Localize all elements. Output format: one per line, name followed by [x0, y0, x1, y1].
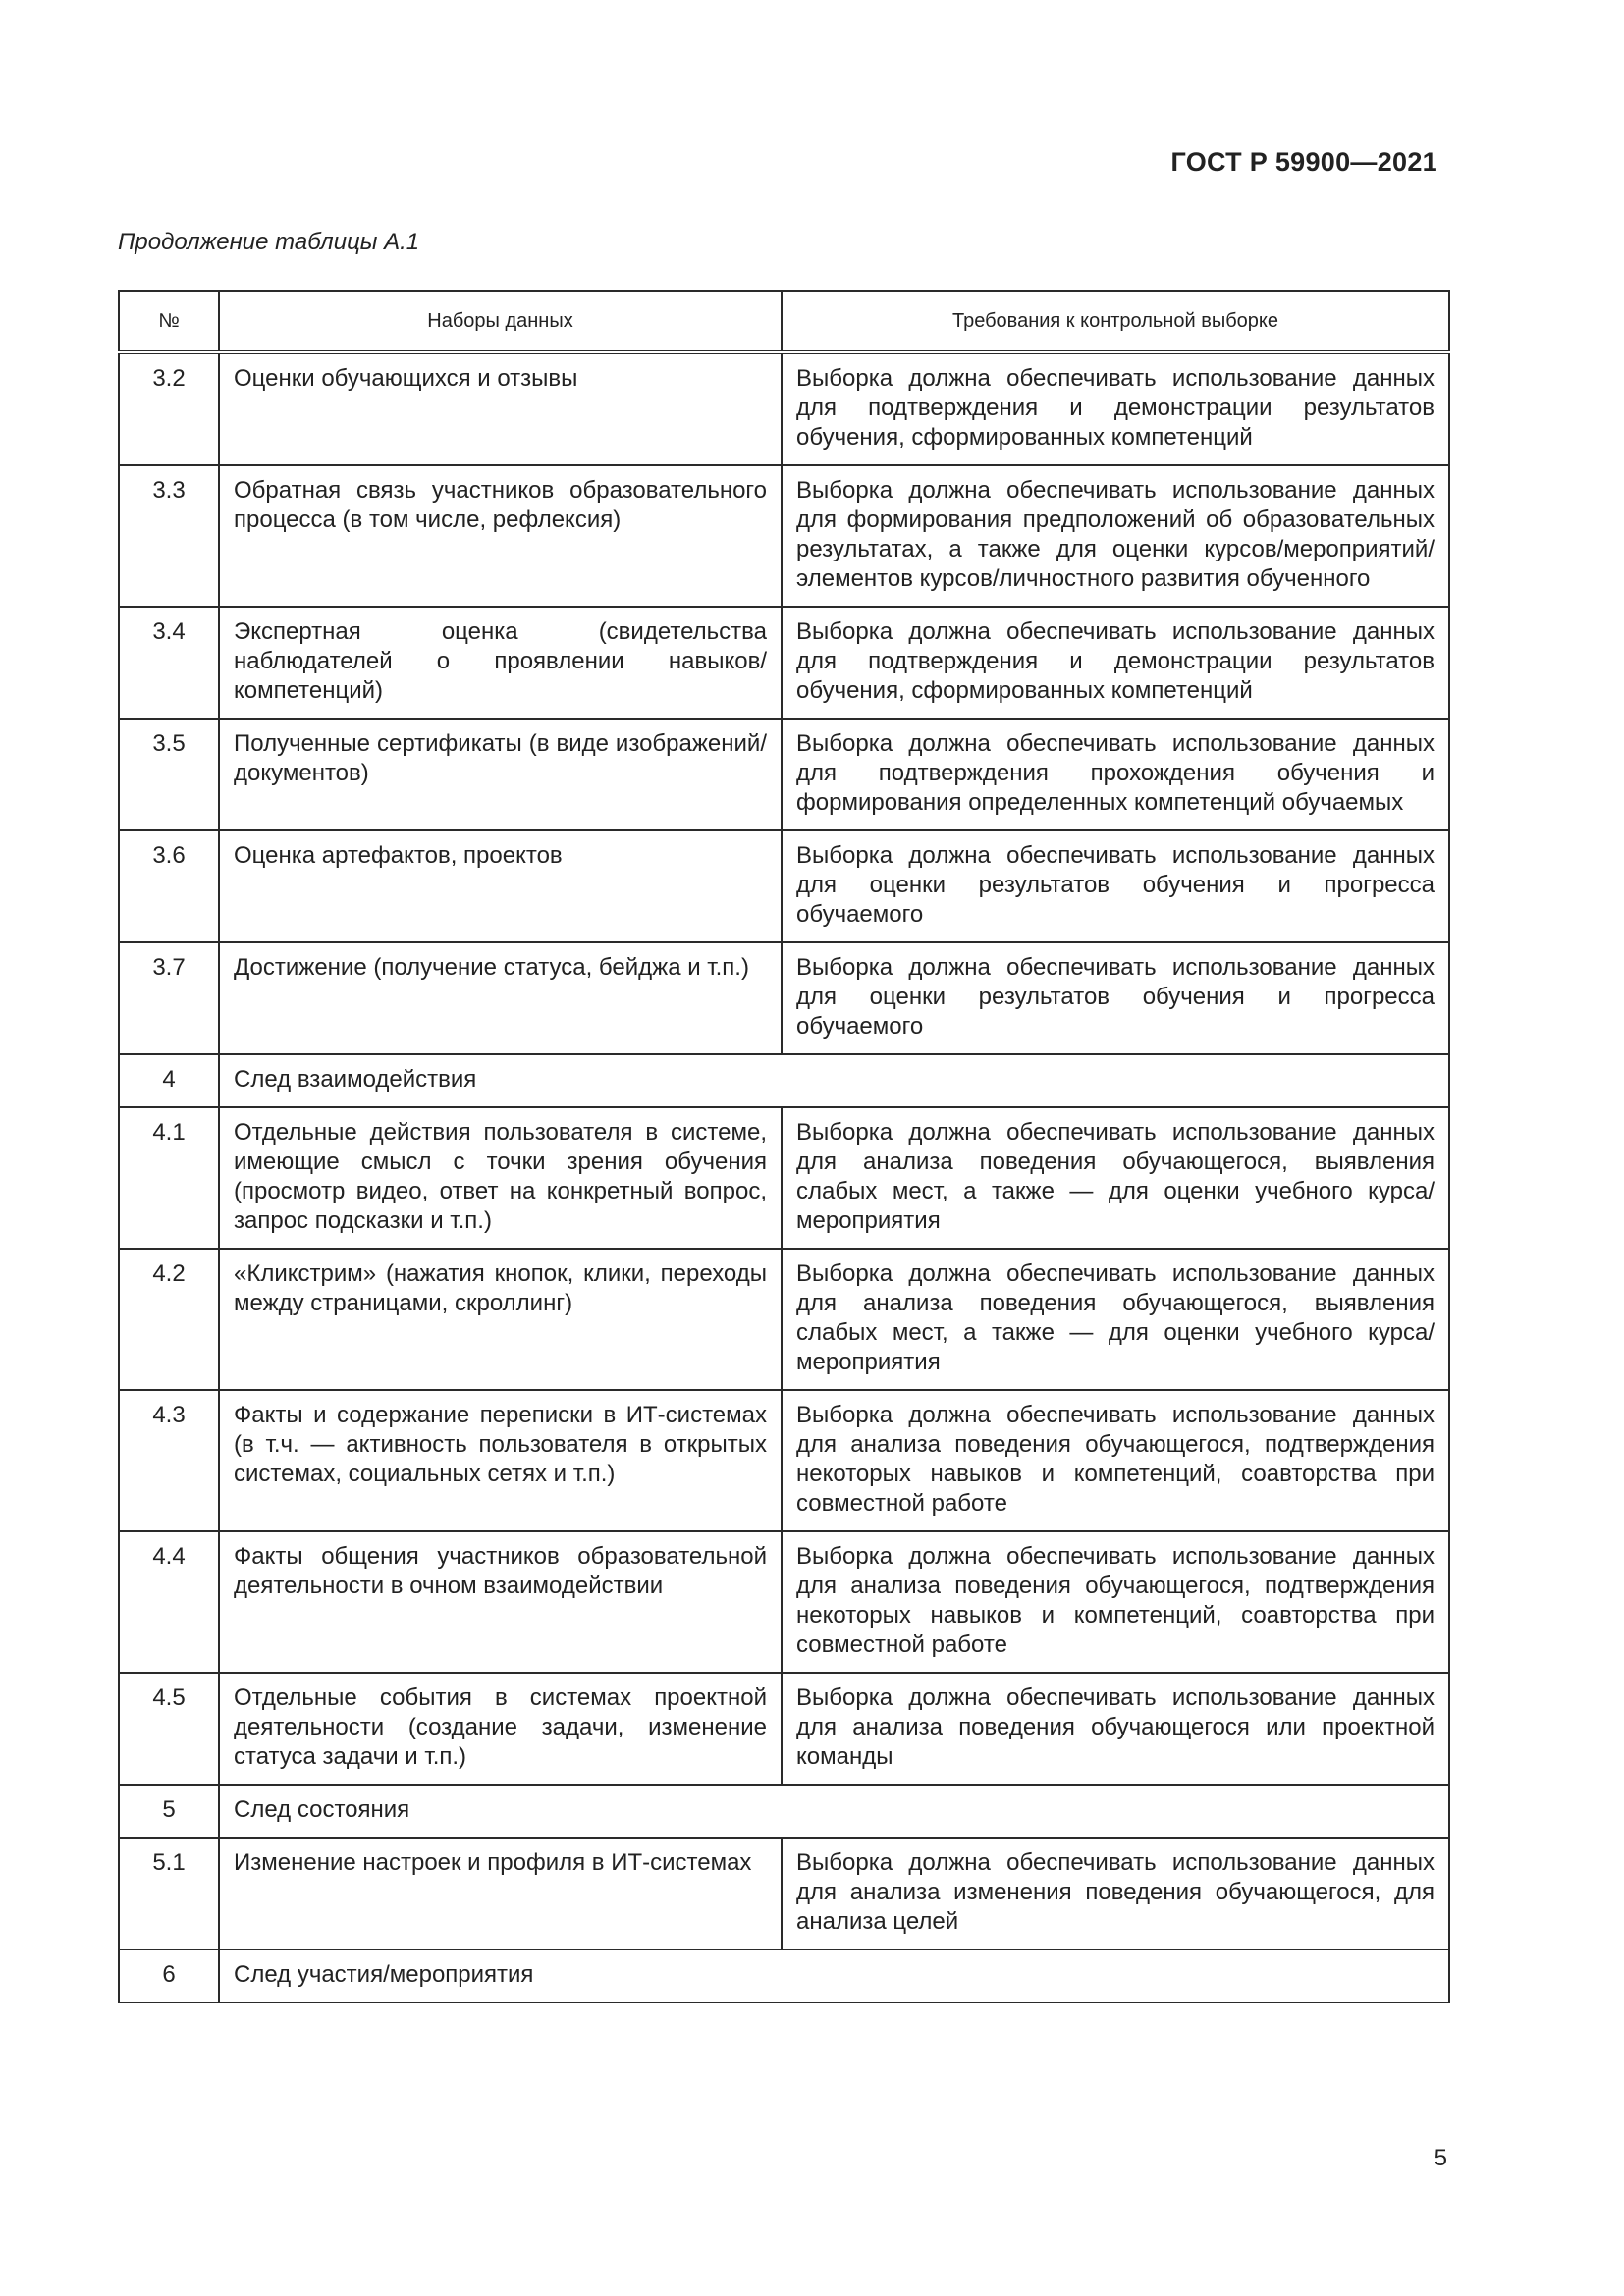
- table-row: [119, 1390, 1449, 1531]
- table-caption: Продолжение таблицы А.1: [118, 229, 420, 255]
- row-dataset: Обратная связь участников образовательного процесса (в том числе, рефлексия): [219, 465, 782, 607]
- row-requirement: Выборка должна обеспечивать использование данных для анализа поведения обучающегося, выявления слабых мест, а также — для оценки учебного курса/мероприятия: [782, 1249, 1449, 1390]
- row-number: 3.7: [119, 942, 219, 1054]
- row-requirement: Выборка должна обеспечивать использование данных для оценки результатов обучения и прогресса обучаемого: [782, 830, 1449, 942]
- column-header-number: №: [119, 291, 219, 352]
- row-number: 3.5: [119, 719, 219, 830]
- table-row: [119, 719, 1449, 830]
- column-header-datasets: Наборы данных: [219, 291, 782, 352]
- section-title: След состояния: [219, 1785, 1449, 1838]
- section-row: [119, 1949, 1449, 2002]
- table-row: [119, 942, 1449, 1054]
- row-dataset: Экспертная оценка (свидетельства наблюдателей о проявлении навыков/компетенций): [219, 607, 782, 719]
- row-dataset: Факты и содержание переписки в ИТ-системах (в т.ч. — активность пользователя в открытых системах, социальных сетях и т.п.): [219, 1390, 782, 1531]
- row-dataset: «Кликстрим» (нажатия кнопок, клики, переходы между страницами, скроллинг): [219, 1249, 782, 1390]
- table-row: [119, 352, 1449, 465]
- table-row: [119, 1249, 1449, 1390]
- row-dataset: Полученные сертификаты (в виде изображений/документов): [219, 719, 782, 830]
- row-dataset: Отдельные действия пользователя в системе, имеющие смысл с точки зрения обучения (просмотр видео, ответ на конкретный вопрос, запрос подсказки и т.п.): [219, 1107, 782, 1249]
- row-number: 4.3: [119, 1390, 219, 1531]
- section-number: 5: [119, 1785, 219, 1838]
- row-requirement: Выборка должна обеспечивать использование данных для анализа поведения обучающегося или проектной команды: [782, 1673, 1449, 1785]
- row-requirement: Выборка должна обеспечивать использование данных для анализа поведения обучающегося, выявления слабых мест, а также — для оценки учебного курса/мероприятия: [782, 1107, 1449, 1249]
- table-row: [119, 1107, 1449, 1249]
- page-number: 5: [1434, 2145, 1447, 2171]
- table-row: [119, 1673, 1449, 1785]
- row-dataset: Оценки обучающихся и отзывы: [219, 352, 782, 465]
- table-row: [119, 607, 1449, 719]
- section-row: [119, 1785, 1449, 1838]
- table-header-row: [119, 291, 1449, 352]
- document-code: ГОСТ Р 59900—2021: [1170, 147, 1437, 177]
- row-dataset: Факты общения участников образовательной деятельности в очном взаимодействии: [219, 1531, 782, 1673]
- row-number: 4.4: [119, 1531, 219, 1673]
- row-dataset: Изменение настроек и профиля в ИТ-системах: [219, 1838, 782, 1949]
- table-row: [119, 1838, 1449, 1949]
- row-requirement: Выборка должна обеспечивать использование данных для анализа поведения обучающегося, подтверждения некоторых навыков и компетенций, соавторства при совместной работе: [782, 1531, 1449, 1673]
- table-row: [119, 465, 1449, 607]
- row-number: 3.2: [119, 352, 219, 465]
- row-number: 5.1: [119, 1838, 219, 1949]
- column-header-requirements: Требования к контрольной выборке: [782, 291, 1449, 352]
- row-requirement: Выборка должна обеспечивать использование данных для подтверждения и демонстрации результатов обучения, сформированных компетенций: [782, 607, 1449, 719]
- row-number: 3.3: [119, 465, 219, 607]
- requirements-table: [118, 290, 1450, 2003]
- row-number: 4.5: [119, 1673, 219, 1785]
- table-row: [119, 830, 1449, 942]
- row-dataset: Достижение (получение статуса, бейджа и т.п.): [219, 942, 782, 1054]
- row-requirement: Выборка должна обеспечивать использование данных для формирования предположений об образовательных результатах, а также для оценки курсов/мероприятий/элементов курсов/личностного развития обученного: [782, 465, 1449, 607]
- row-number: 3.6: [119, 830, 219, 942]
- section-number: 4: [119, 1054, 219, 1107]
- row-requirement: Выборка должна обеспечивать использование данных для анализа изменения поведения обучающегося, для анализа целей: [782, 1838, 1449, 1949]
- row-number: 3.4: [119, 607, 219, 719]
- row-dataset: Отдельные события в системах проектной деятельности (создание задачи, изменение статуса задачи и т.п.): [219, 1673, 782, 1785]
- section-number: 6: [119, 1949, 219, 2002]
- row-dataset: Оценка артефактов, проектов: [219, 830, 782, 942]
- row-requirement: Выборка должна обеспечивать использование данных для подтверждения прохождения обучения и формирования определенных компетенций обучаемых: [782, 719, 1449, 830]
- table-row: [119, 1531, 1449, 1673]
- section-row: [119, 1054, 1449, 1107]
- row-requirement: Выборка должна обеспечивать использование данных для анализа поведения обучающегося, подтверждения некоторых навыков и компетенций, соавторства при совместной работе: [782, 1390, 1449, 1531]
- row-number: 4.1: [119, 1107, 219, 1249]
- section-title: След взаимодействия: [219, 1054, 1449, 1107]
- row-number: 4.2: [119, 1249, 219, 1390]
- row-requirement: Выборка должна обеспечивать использование данных для подтверждения и демонстрации результатов обучения, сформированных компетенций: [782, 352, 1449, 465]
- row-requirement: Выборка должна обеспечивать использование данных для оценки результатов обучения и прогресса обучаемого: [782, 942, 1449, 1054]
- section-title: След участия/мероприятия: [219, 1949, 1449, 2002]
